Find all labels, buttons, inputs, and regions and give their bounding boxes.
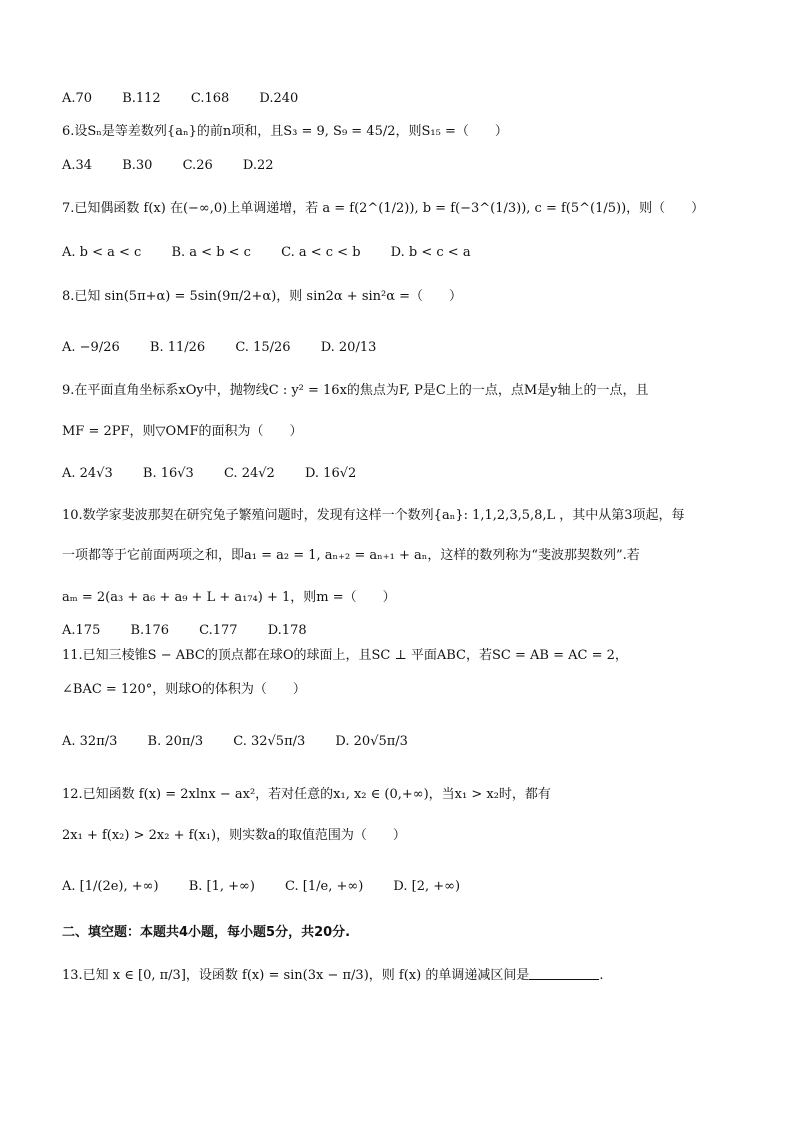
q11-option-b: B. 20π/3 <box>147 734 204 749</box>
q11-option-a: A. 32π/3 <box>62 734 118 749</box>
q7-stem: 7.已知偶函数 f(x) 在(−∞,0)上单调递增，若 a = f(2^(1/2)), b = f(−3^(1/3)), c = f(5^(1/5))，则（ ） <box>62 201 705 216</box>
q7-options <box>62 243 497 263</box>
q8-stem: 8.已知 sin(5π+α) = 5sin(9π/2+α)，则 sin2α + sin²α =（ ） <box>62 289 463 304</box>
q11-options <box>62 732 434 752</box>
q10-stem-line3: aₘ = 2(a₃ + a₆ + a₉ + L + a₁₇₄) + 1，则m =（ ） <box>62 590 396 605</box>
q9-option-d: D. 16√2 <box>304 466 357 481</box>
q9-option-c: C. 24√2 <box>223 466 275 481</box>
section-2-title: 二、填空题：本题共4小题，每小题5分，共20分. <box>62 925 351 940</box>
q8-option-a: A. −9/26 <box>62 340 120 355</box>
q13-line <box>62 966 603 986</box>
q11-option-c: C. 32√5π/3 <box>233 734 306 749</box>
q9-options <box>62 464 382 484</box>
q10-option-c: C.177 <box>199 623 238 638</box>
q10-stem-line1: 10.数学家斐波那契在研究兔子繁殖问题时，发现有这样一个数列{aₙ}: 1,1,2,3,5,8,L ，其中从第3项起，每 <box>62 508 685 523</box>
q12-option-b: B. [1, +∞) <box>188 879 255 894</box>
q9-option-b: B. 16√3 <box>142 466 194 481</box>
q6-option-c: C.26 <box>182 158 213 173</box>
q9-stem-line1: 9.在平面直角坐标系xOy中，抛物线C : y² = 16x的焦点为F, P是C上的一点，点M是y轴上的一点，且 <box>62 383 649 398</box>
q12-option-d: D. [2, +∞) <box>393 879 461 894</box>
q6-options <box>62 156 300 176</box>
q7-option-b: B. a < b < c <box>171 245 251 260</box>
q8-options <box>62 338 402 358</box>
q12-options <box>62 877 486 897</box>
q5-options <box>62 89 324 109</box>
q7-option-c: C. a < c < b <box>281 245 361 260</box>
q11-stem-line2: ∠BAC = 120°，则球O的体积为（ ） <box>62 682 306 697</box>
q5-option-a: A.70 <box>62 91 93 106</box>
q6-option-a: A.34 <box>62 158 93 173</box>
q9-stem-line2: MF = 2PF，则▽OMF的面积为（ ） <box>62 424 303 439</box>
q10-options <box>62 621 333 641</box>
q11-option-d: D. 20√5π/3 <box>335 734 408 749</box>
q12-option-c: C. [1/e, +∞) <box>285 879 364 894</box>
q12-stem-line1: 12.已知函数 f(x) = 2xlnx − ax²，若对任意的x₁, x₂ ∈ (0,+∞)，当x₁ > x₂时，都有 <box>62 787 551 802</box>
q6-option-b: B.30 <box>122 158 153 173</box>
q6-option-d: D.22 <box>242 158 274 173</box>
q7-option-a: A. b < a < c <box>62 245 142 260</box>
q5-option-c: C.168 <box>190 91 230 106</box>
q10-option-d: D.178 <box>267 623 307 638</box>
q8-option-d: D. 20/13 <box>320 340 377 355</box>
q11-stem-line1: 11.已知三棱锥S − ABC的顶点都在球O的球面上，且SC ⊥ 平面ABC，若SC = AB = AC = 2， <box>62 648 628 663</box>
q13-answer-blank <box>529 966 599 980</box>
q5-option-b: B.112 <box>122 91 161 106</box>
q13-tail: . <box>599 968 604 983</box>
q10-stem-line2: 一项都等于它前面两项之和，即a₁ = a₂ = 1, aₙ₊₂ = aₙ₊₁ + aₙ，这样的数列称为“斐波那契数列”.若 <box>62 548 640 563</box>
q10-option-b: B.176 <box>130 623 169 638</box>
q8-option-b: B. 11/26 <box>149 340 206 355</box>
q12-option-a: A. [1/(2e), +∞) <box>62 879 159 894</box>
q5-option-d: D.240 <box>259 91 299 106</box>
q8-option-c: C. 15/26 <box>235 340 291 355</box>
q10-option-a: A.175 <box>62 623 101 638</box>
q12-stem-line2: 2x₁ + f(x₂) > 2x₂ + f(x₁)，则实数a的取值范围为（ ） <box>62 828 406 843</box>
q13-stem: 13.已知 x ∈ [0, π/3]，设函数 f(x) = sin(3x − π/3)，则 f(x) 的单调递减区间是 <box>62 968 530 983</box>
q7-option-d: D. b < c < a <box>390 245 471 260</box>
q6-stem: 6.设Sₙ是等差数列{aₙ}的前n项和，且S₃ = 9, S₉ = 45/2，则S₁₅ =（ ） <box>62 124 508 139</box>
q9-option-a: A. 24√3 <box>62 466 113 481</box>
